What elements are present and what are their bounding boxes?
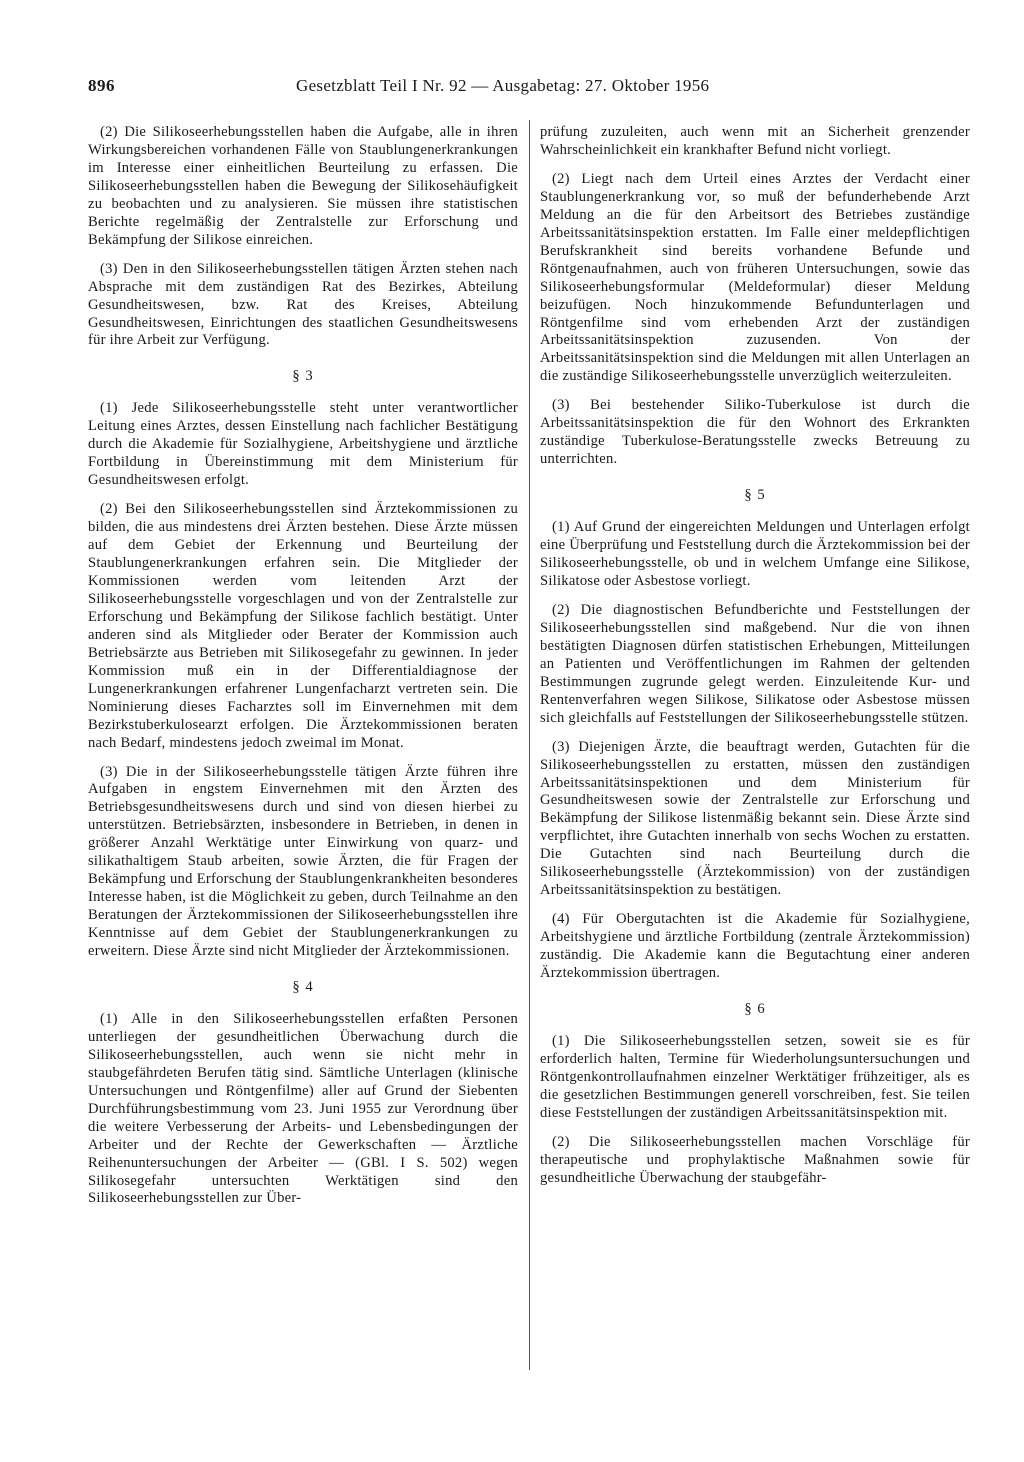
left-column [88, 124, 518, 1219]
paragraph: (3) Die in der Silikoseerhebungsstelle tätigen Ärzte führen ihre Aufgaben in engstem Einvernehmen mit den Ärzten des Betriebsgesundheitswesens durch und sind von diesen hierbei zu unterstützen. Betriebsärzten, insbesondere in Betrieben, in denen in größerer Anzahl Werktätige unter Einwirkung von quarz- und silikathaltigem Staub arbeiten, sowie Ärzten, die für Fragen der Bekämpfung und Erforschung der Staublungenkrankheiten besonderes Interesse haben, ist die Möglichkeit zu geben, durch Teilnahme an den Beratungen der Ärztekommissionen der Silikoseerhebungsstellen ihre Kenntnisse auf dem Gebiet der Staublungenerkrankungen zu erweitern. Diese Ärzte sind nicht Mitglieder der Ärztekommissionen. [88, 763, 518, 960]
right-column [540, 124, 970, 1199]
page-number: 896 [88, 76, 115, 95]
page-header [88, 76, 968, 100]
paragraph: (3) Diejenigen Ärzte, die beauftragt werden, Gutachten für die Silikoseerhebungsstellen zu erstatten, müssen den zuständigen Arbeitssanitätsinspektionen und dem Ministerium für Gesundheitswesen sowie der Zentralstelle zur Erforschung und Bekämpfung der Silikose listenmäßig bekannt sein. Diese Ärzte sind verpflichtet, ihre Gutachten innerhalb von sechs Wochen zu erstatten. Die Gutachten sind nach Beurteilung durch die Silikoseerhebungsstelle (Ärztekommission) von der zuständigen Arbeitssanitätsinspektion zu bestätigen. [540, 738, 970, 899]
paragraph: (1) Jede Silikoseerhebungsstelle steht unter verantwortlicher Leitung eines Arztes, dessen Einstellung nach fachlicher Bestätigung durch die Akademie für Sozialhygiene, Arbeitshygiene und ärztliche Fortbildung in Übereinstimmung mit dem Ministerium für Gesundheitswesen erfolgt. [88, 400, 518, 489]
section-heading: § 6 [744, 1000, 766, 1017]
paragraph: (1) Alle in den Silikoseerhebungsstellen erfaßten Personen unterliegen der gesundheitlichen Überwachung durch die Silikoseerhebungsstellen, auch wenn sie nicht mehr in staubgefährdeten Berufen tätig sind. Sämtliche Unterlagen (klinische Untersuchungen und Röntgenfilme) aller auf Grund der Siebenten Durchführungsbestimmung vom 23. Juni 1955 zur Verordnung über die weitere Verbesserung der Arbeits- und Lebensbedingungen der Arbeiter und der Rechte der Gewerkschaften — Ärztliche Reihenuntersuchungen der Arbeiter — (GBl. I S. 502) wegen Silikosegefahr untersuchten Werktätigen sind den Silikoseerhebungsstellen zur Über- [88, 1010, 518, 1207]
paragraph: (1) Die Silikoseerhebungsstellen setzen, soweit sie es für erforderlich halten, Termine für Wiederholungsuntersuchungen und Röntgenkontrollaufnahmen einzelner Werktätiger frühzeitiger, als es die gesetzlichen Bestimmungen generell vorschreiben, fest. Sie teilen diese Feststellungen der zuständigen Arbeitssanitätsinspektion mit. [540, 1032, 970, 1121]
section-heading: § 3 [292, 368, 314, 385]
paragraph: (2) Liegt nach dem Urteil eines Arztes der Verdacht einer Staublungenerkrankung vor, so muß der befunderhebende Arzt Meldung an die für den Arbeitsort des Betriebes zuständige Arbeitssanitätsinspektion erstatten. Im Falle einer meldepflichtigen Berufskrankheit sind bereits vorhandene Befunde und Röntgenaufnahmen, auch von früheren Untersuchungen, sowie das Silikoseerhebungsformular (Meldeformular) dieser Meldung beizufügen. Noch hinzukommende Befundunterlagen und Röntgenfilme sind vom erhebenden Arzt der zuständigen Arbeitssanitätsinspektion zuzusenden. Von der Arbeitssanitätsinspektion sind die Meldungen mit allen Unterlagen an die zuständige Silikoseerhebungsstelle unverzüglich weiterzuleiten. [540, 170, 970, 385]
paragraph: (3) Bei bestehender Siliko-Tuberkulose ist durch die Arbeitssanitätsinspektion die für den Wohnort des Erkrankten zuständige Tuberkulose-Beratungsstelle zwecks Betreuung zu unterrichten. [540, 397, 970, 468]
paragraph: (2) Die diagnostischen Befundberichte und Feststellungen der Silikoseerhebungsstellen sind maßgebend. Nur die von ihnen bestätigten Diagnosen dürfen statistischen Erhebungen, Mitteilungen an Patienten und Veröffentlichungen im Rahmen der geltenden Bestimmungen zugrunde gelegt werden. Einzuleitende Kur- und Rentenverfahren wegen Silikose, Silikatose oder Asbestose müssen sich gleichfalls auf Feststellungen der Silikoseerhebungsstelle stützen. [540, 601, 970, 726]
section-heading: § 5 [744, 487, 766, 504]
paragraph: (2) Bei den Silikoseerhebungsstellen sind Ärztekommissionen zu bilden, die aus mindestens drei Ärzten bestehen. Diese Ärzte müssen auf dem Gebiet der Erkennung und Beurteilung der Staublungenerkrankungen erfahren sein. Die Mitglieder der Kommissionen werden vom leitenden Arzt der Silikoseerhebungsstelle vorgeschlagen und von der Zentralstelle zur Erforschung und Bekämpfung der Silikose fachlich bestätigt. Unter anderen sind als Mitglieder oder Berater der Kommission auch Betriebsärzte aus Betrieben mit Silikosegefahr zu gewinnen. In jeder Kommission muß ein in der Differentialdiagnose der Lungenerkrankungen erfahrener Lungenfacharzt vertreten sein. Die Nominierung dieses Facharztes soll im Einvernehmen mit dem Bezirkstuberkulosearzt erfolgen. Die Ärztekommissionen beraten nach Bedarf, mindestens jedoch zweimal im Monat. [88, 501, 518, 751]
publication-title: Gesetzblatt Teil I Nr. 92 — Ausgabetag: 27. Oktober 1956 [296, 76, 710, 95]
section-heading: § 4 [292, 978, 314, 995]
paragraph: (4) Für Obergutachten ist die Akademie für Sozialhygiene, Arbeitshygiene und ärztliche Fortbildung (zentrale Ärztekommission) zuständig. Die Akademie kann die Begutachtung einer anderen Ärztekommission übertragen. [540, 911, 970, 982]
paragraph: (1) Auf Grund der eingereichten Meldungen und Unterlagen erfolgt eine Überprüfung und Feststellung durch die Ärztekommission bei der Silikoseerhebungsstelle, ob und in welchem Umfange eine Silikose, Silikatose oder Asbestose vorliegt. [540, 519, 970, 589]
column-divider [529, 120, 530, 1370]
paragraph-continuation: prüfung zuzuleiten, auch wenn mit an Sicherheit grenzender Wahrscheinlichkeit ein krankhafter Befund nicht vorliegt. [540, 124, 970, 158]
paragraph: (2) Die Silikoseerhebungsstellen machen Vorschläge für therapeutische und prophylaktische Maßnahmen sowie für gesundheitliche Überwachung der staubgefähr- [540, 1133, 970, 1186]
paragraph: (3) Den in den Silikoseerhebungsstellen tätigen Ärzten stehen nach Absprache mit dem zuständigen Rat des Bezirkes, Abteilung Gesundheitswesen, bzw. Rat des Kreises, Abteilung Gesundheitswesen, Einrichtungen des staatlichen Gesundheitswesens für ihre Arbeit zur Verfügung. [88, 260, 518, 349]
paragraph: (2) Die Silikoseerhebungsstellen haben die Aufgabe, alle in ihren Wirkungsbereichen vorhandenen Fälle von Staublungenerkrankungen im Interesse einer einheitlichen Beurteilung zu erfassen. Die Silikoseerhebungsstellen haben die Bewegung der Silikosehäufigkeit zu beobachten und zu analysieren. Sie müssen ihre statistischen Berichte regelmäßig der Zentralstelle zur Erforschung und Bekämpfung der Silikose einreichen. [88, 124, 518, 248]
